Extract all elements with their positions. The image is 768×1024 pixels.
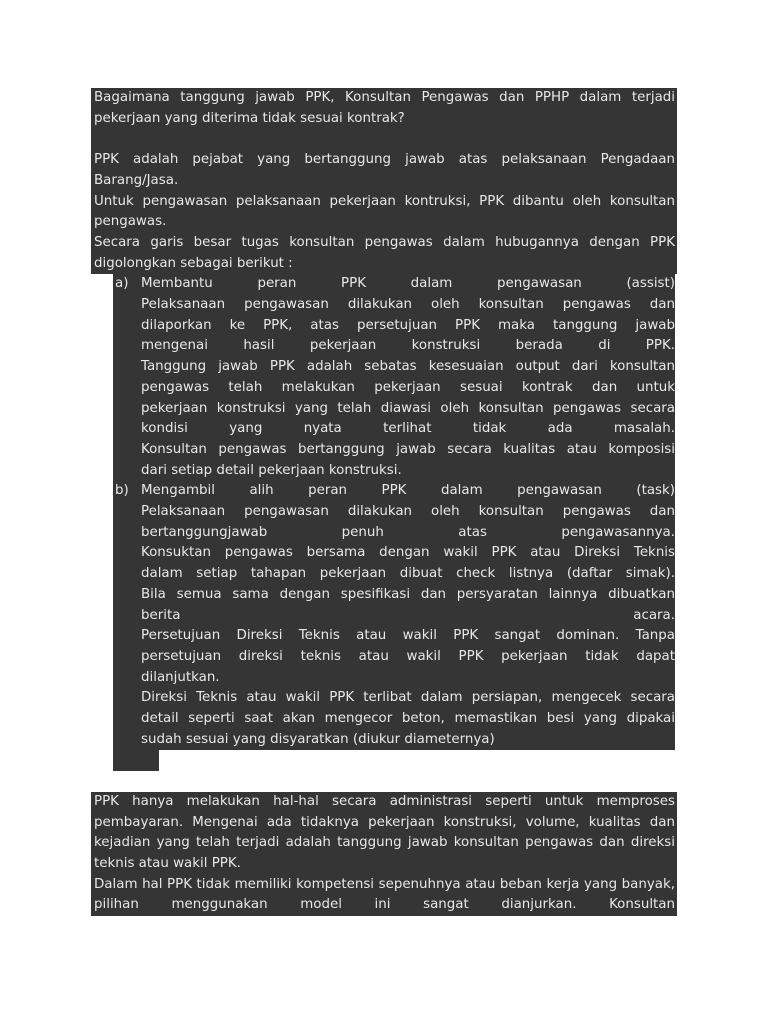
- closing-paragraph-1: PPK hanya melakukan hal-hal secara administrasi seperti untuk memproses pembayaran. Mengenai ada tidaknya pekerjaan konstruksi, volume, kualitas dan kejadian yang telah terjadi adalah tanggung jawab konsultan pengawas dan direksi teknis atau wakil PPK.: [91, 792, 677, 875]
- document-page: [91, 88, 677, 916]
- list-item-line: berita acara.: [141, 607, 675, 623]
- list-marker-label: a): [115, 276, 129, 292]
- task-list: [91, 274, 677, 750]
- list-item-line: Tanggung jawab PPK adalah sebatas kesesuaian output dari konsultan: [141, 359, 675, 375]
- intro-paragraph-3: Secara garis besar tugas konsultan pengawas dalam hubugannya dengan PPK digolongkan sebagai berikut :: [91, 233, 677, 274]
- list-marker: [91, 481, 141, 750]
- list-item-line: Persetujuan Direksi Teknis atau wakil PPK sangat dominan. Tanpa: [141, 628, 675, 644]
- list-item-body: [141, 481, 675, 750]
- blank-line: [91, 129, 677, 150]
- list-tail: [113, 750, 159, 771]
- list-marker: [91, 274, 141, 481]
- section-gap: [91, 771, 677, 792]
- list-item-line: Konsuktan pengawas bersama dengan wakil PPK atau Direksi Teknis: [141, 545, 675, 561]
- list-item-line: dilanjutkan.: [141, 669, 220, 685]
- list-item: [91, 274, 675, 481]
- list-item-line: Mengambil alih peran PPK dalam pengawasan (task): [141, 483, 675, 499]
- list-item-line: kondisi yang nyata terlihat tidak ada masalah.: [141, 421, 675, 437]
- list-item-line: detail seperti saat akan mengecor beton, memastikan besi yang dipakai: [141, 711, 675, 727]
- list-item-line: Konsultan pengawas bertanggung jawab secara kualitas atau komposisi: [141, 441, 675, 457]
- list-item-body: [141, 274, 675, 481]
- intro-paragraph-2: Untuk pengawasan pelaksanaan pekerjaan kontruksi, PPK dibantu oleh konsultan pengawas.: [91, 192, 677, 233]
- list-item-line: pekerjaan konstruksi yang telah diawasi oleh konsultan pengawas secara: [141, 400, 675, 416]
- list-item-line: dalam setiap tahapan pekerjaan dibuat check listnya (daftar simak).: [141, 566, 675, 582]
- list-item-line: dari setiap detail pekerjaan konstruksi.: [141, 462, 402, 478]
- list-item-line: Direksi Teknis atau wakil PPK terlibat dalam persiapan, mengecek secara: [141, 690, 675, 706]
- list-item-line: Pelaksanaan pengawasan dilakukan oleh konsultan pengawas dan: [141, 297, 675, 313]
- list-item-line: sudah sesuai yang disyaratkan (diukur diameternya): [141, 731, 495, 747]
- list-item-line: dilaporkan ke PPK, atas persetujuan PPK maka tanggung jawab: [141, 317, 675, 333]
- list-marker-label: b): [115, 483, 129, 499]
- list-item-line: mengenai hasil pekerjaan konstruksi berada di PPK.: [141, 338, 675, 354]
- closing-paragraph-2: Dalam hal PPK tidak memiliki kompetensi sepenuhnya atau beban kerja yang banyak, pilihan menggunakan model ini sangat dianjurkan. Konsultan: [91, 875, 677, 916]
- list-item-line: persetujuan direksi teknis atau wakil PPK pekerjaan tidak dapat: [141, 648, 675, 664]
- list-item-line: Pelaksanaan pengawasan dilakukan oleh konsultan pengawas dan: [141, 504, 675, 520]
- list-item: [91, 481, 675, 750]
- intro-paragraph-1: PPK adalah pejabat yang bertanggung jawab atas pelaksanaan Pengadaan Barang/Jasa.: [91, 150, 677, 191]
- list-item-line: pengawas telah melakukan pekerjaan sesuai kontrak dan untuk: [141, 379, 675, 395]
- list-item-line: bertanggungjawab penuh atas pengawasannya.: [141, 524, 675, 540]
- list-item-line: Membantu peran PPK dalam pengawasan (assist): [141, 276, 675, 292]
- question-paragraph: Bagaimana tanggung jawab PPK, Konsultan Pengawas dan PPHP dalam terjadi pekerjaan yang diterima tidak sesuai kontrak?: [91, 88, 677, 129]
- list-item-line: Bila semua sama dengan spesifikasi dan persyaratan lainnya dibuatkan: [141, 586, 675, 602]
